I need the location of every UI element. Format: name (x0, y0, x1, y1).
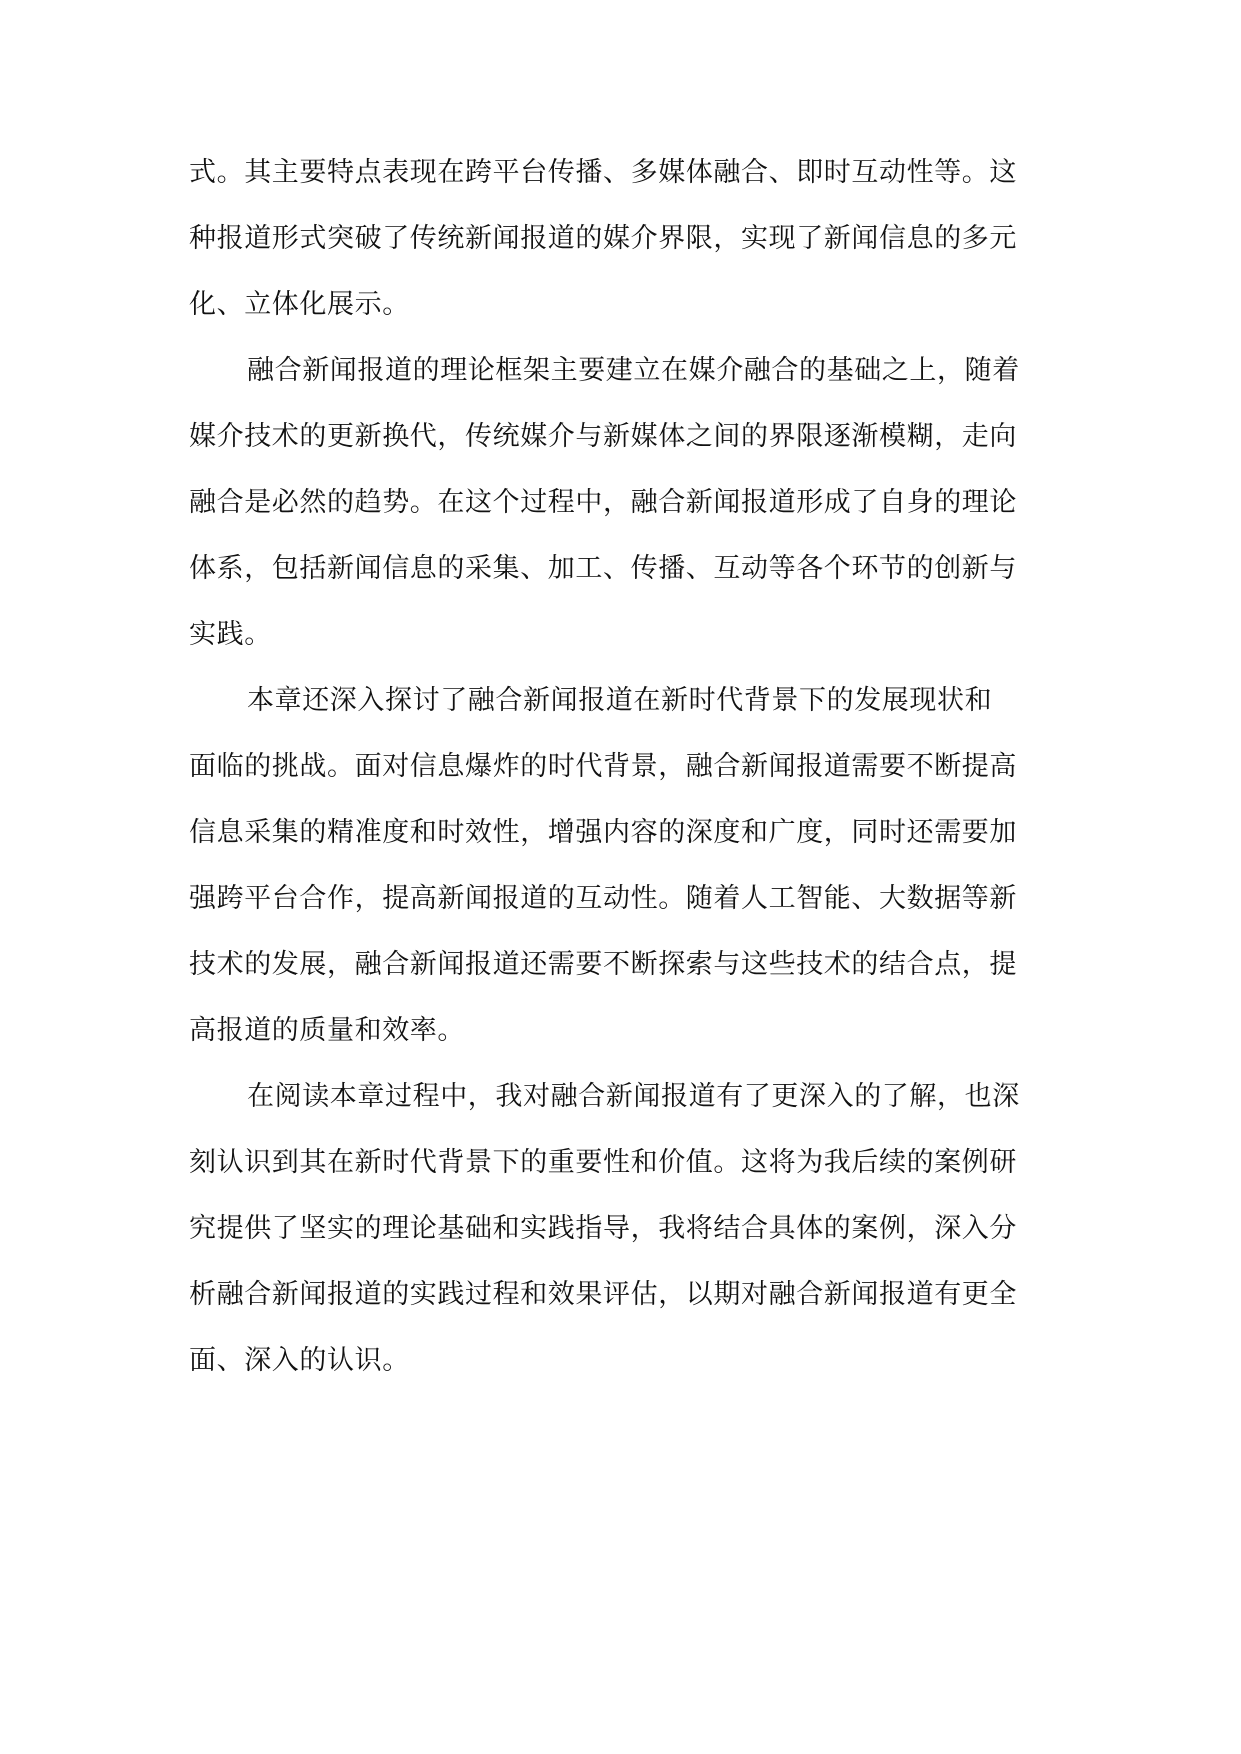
paragraph-2-line-2: 媒介技术的更新换代，传统媒介与新媒体之间的界限逐渐模糊，走向 (189, 421, 1017, 452)
paragraph-4-line-4: 析融合新闻报道的实践过程和效果评估，以期对融合新闻报道有更全 (189, 1279, 1017, 1310)
paragraph-1-line-1: 式。其主要特点表现在跨平台传播、多媒体融合、即时互动性等。这 (189, 157, 1017, 188)
paragraph-1-line-3: 化、立体化展示。 (189, 289, 410, 320)
paragraph-3-line-1: 本章还深入探讨了融合新闻报道在新时代背景下的发展现状和 (247, 685, 993, 716)
paragraph-4-line-5: 面、深入的认识。 (189, 1345, 410, 1376)
paragraph-2-line-3: 融合是必然的趋势。在这个过程中，融合新闻报道形成了自身的理论 (189, 487, 1017, 518)
paragraph-2-line-5: 实践。 (189, 619, 272, 650)
paragraph-4-line-2: 刻认识到其在新时代背景下的重要性和价值。这将为我后续的案例研 (189, 1147, 1017, 1178)
paragraph-1-line-2: 种报道形式突破了传统新闻报道的媒介界限，实现了新闻信息的多元 (189, 223, 1017, 254)
paragraph-4-line-3: 究提供了坚实的理论基础和实践指导，我将结合具体的案例，深入分 (189, 1213, 1017, 1244)
paragraph-3-line-3: 信息采集的精准度和时效性，增强内容的深度和广度，同时还需要加 (189, 817, 1017, 848)
document-body (189, 140, 1061, 1394)
paragraph-3-line-4: 强跨平台合作，提高新闻报道的互动性。随着人工智能、大数据等新 (189, 883, 1017, 914)
paragraph-3-line-5: 技术的发展，融合新闻报道还需要不断探索与这些技术的结合点，提 (189, 949, 1017, 980)
paragraph-4-line-1: 在阅读本章过程中，我对融合新闻报道有了更深入的了解，也深 (247, 1081, 1020, 1112)
paragraph-3-line-2: 面临的挑战。面对信息爆炸的时代背景，融合新闻报道需要不断提高 (189, 751, 1017, 782)
paragraph-2-line-1: 融合新闻报道的理论框架主要建立在媒介融合的基础之上，随着 (247, 355, 1020, 386)
paragraph-2-line-4: 体系，包括新闻信息的采集、加工、传播、互动等各个环节的创新与 (189, 553, 1017, 584)
paragraph-3-line-6: 高报道的质量和效率。 (189, 1015, 465, 1046)
